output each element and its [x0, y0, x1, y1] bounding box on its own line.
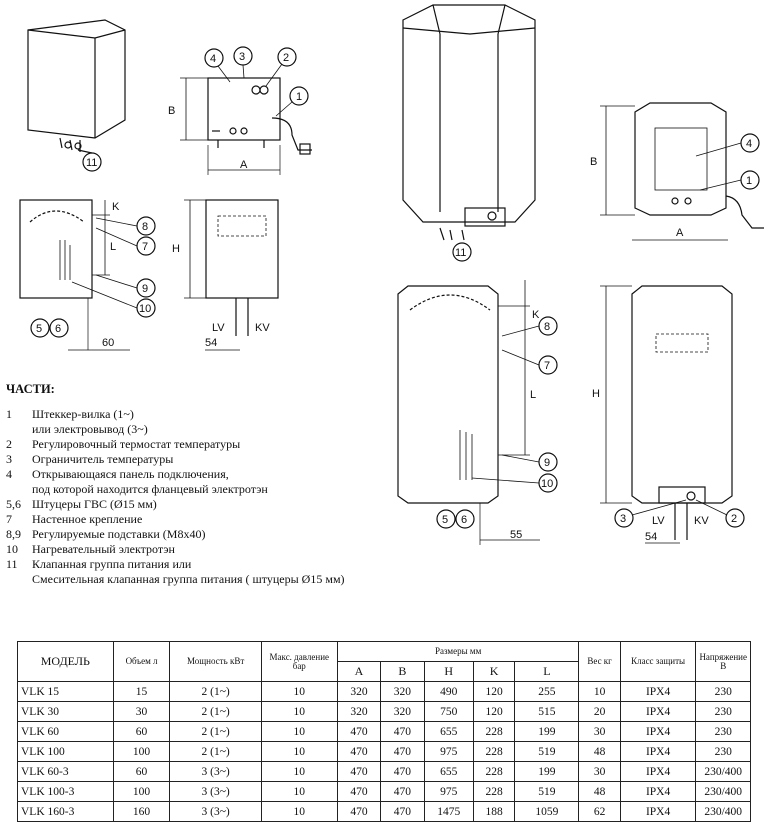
parts-item-text: Ограничитель температуры [32, 452, 174, 466]
parts-item-text: Открывающаяся панель подключения, [32, 467, 229, 481]
parts-item [6, 437, 466, 452]
dim-55-label: 55 [510, 529, 523, 541]
table-cell: 470 [381, 762, 424, 782]
table-cell: 15 [113, 682, 170, 702]
table-cell: 470 [337, 762, 380, 782]
table-row [18, 782, 751, 802]
parts-item-num: 5,6 [6, 497, 21, 511]
table-cell: 2 (1~) [170, 702, 261, 722]
parts-heading: ЧАСТИ: [6, 382, 55, 396]
parts-item [6, 452, 466, 467]
parts-item [6, 542, 466, 557]
table-row [18, 702, 751, 722]
table-cell: 60 [113, 762, 170, 782]
large-heater-3d-view [403, 5, 535, 261]
table-cell: 519 [515, 782, 579, 802]
table-cell: 470 [337, 742, 380, 762]
dim-l-label: L [110, 241, 117, 253]
parts-item-text: Клапанная группа питания или [32, 557, 192, 571]
callout-8b-label: 8 [544, 321, 551, 333]
parts-item-num [6, 422, 32, 437]
parts-item [6, 422, 466, 437]
table-cell: VLK 60 [18, 722, 114, 742]
parts-item-text: Штуцеры ГВС (Ø15 мм) [32, 497, 157, 511]
table-cell: 48 [579, 742, 620, 762]
table-cell: 1475 [424, 802, 473, 822]
parts-item-text: Регулируемые подставки (M8x40) [32, 527, 206, 541]
table-cell: 470 [337, 782, 380, 802]
table-cell: 320 [381, 702, 424, 722]
table-cell: 10 [579, 682, 620, 702]
table-row [18, 762, 751, 782]
spec-header-row [18, 642, 751, 662]
table-cell: 470 [381, 742, 424, 762]
dim-lv2-label: LV [652, 515, 665, 527]
table-cell: IPX4 [620, 742, 696, 762]
table-cell: VLK 60-3 [18, 762, 114, 782]
table-cell: IPX4 [620, 682, 696, 702]
parts-item-num [6, 572, 32, 587]
parts-item [6, 497, 466, 512]
col-l: L [515, 662, 579, 682]
callout-5b-label: 5 [442, 514, 449, 526]
table-cell: 975 [424, 742, 473, 762]
col-b: B [381, 662, 424, 682]
large-heater-bottom-view [600, 103, 764, 240]
table-cell: 10 [261, 722, 337, 742]
callout-9b-label: 9 [544, 457, 551, 469]
table-cell: VLK 100 [18, 742, 114, 762]
parts-item-num [6, 482, 32, 497]
parts-item-text: Регулировочный термостат температуры [32, 437, 241, 451]
parts-item [6, 572, 466, 587]
dim-a2-label: A [676, 227, 684, 239]
dim-60-label: 60 [102, 337, 115, 349]
col-power: Мощность кВт [170, 642, 261, 682]
callout-1-label: 1 [296, 91, 303, 103]
parts-item-num: 8,9 [6, 527, 21, 541]
table-cell: 230/400 [696, 802, 751, 822]
callout-4-label: 4 [210, 53, 217, 65]
table-cell: 750 [424, 702, 473, 722]
table-cell: 975 [424, 782, 473, 802]
dim-k2-label: K [532, 309, 540, 321]
table-cell: 62 [579, 802, 620, 822]
table-cell: 228 [473, 722, 515, 742]
col-pressure: Макс. давление бар [261, 642, 337, 682]
table-cell: VLK 160-3 [18, 802, 114, 822]
table-cell: 199 [515, 762, 579, 782]
table-cell: 470 [381, 802, 424, 822]
table-cell: 188 [473, 802, 515, 822]
callout-5-label: 5 [36, 323, 43, 335]
parts-item-num: 3 [6, 452, 12, 466]
table-cell: 228 [473, 782, 515, 802]
table-cell: VLK 100-3 [18, 782, 114, 802]
col-voltage: Напряжение В [696, 642, 751, 682]
callout-11-label: 11 [86, 157, 98, 169]
table-cell: 10 [261, 782, 337, 802]
callout-3-label: 3 [239, 51, 246, 63]
parts-item-num: 4 [6, 467, 12, 481]
table-cell: 30 [113, 702, 170, 722]
dim-b2-label: B [590, 156, 598, 168]
table-cell: 2 (1~) [170, 742, 261, 762]
table-cell: 10 [261, 762, 337, 782]
table-cell: IPX4 [620, 782, 696, 802]
dim-54b-label: 54 [645, 531, 658, 543]
table-cell: 10 [261, 802, 337, 822]
table-cell: IPX4 [620, 722, 696, 742]
table-cell: 519 [515, 742, 579, 762]
spec-table-body [18, 682, 751, 822]
dim-k-label: K [112, 201, 120, 213]
table-cell: 2 (1~) [170, 682, 261, 702]
large-heater-front-view [600, 286, 744, 543]
dim-a-label: A [240, 159, 248, 171]
callout-10b-label: 10 [541, 478, 554, 490]
table-cell: 20 [579, 702, 620, 722]
table-row [18, 802, 751, 822]
table-cell: 60 [113, 722, 170, 742]
table-cell: VLK 15 [18, 682, 114, 702]
table-cell: 120 [473, 682, 515, 702]
table-cell: 48 [579, 782, 620, 802]
table-cell: 470 [337, 722, 380, 742]
table-cell: 10 [261, 702, 337, 722]
callout-4b-label: 4 [746, 138, 753, 150]
table-cell: 2 (1~) [170, 722, 261, 742]
table-cell: 320 [337, 702, 380, 722]
parts-item-num: 7 [6, 512, 12, 526]
table-cell: 230 [696, 682, 751, 702]
dim-b-label: B [168, 105, 176, 117]
parts-item [6, 557, 466, 572]
table-row [18, 722, 751, 742]
table-cell: 228 [473, 742, 515, 762]
table-cell: IPX4 [620, 702, 696, 722]
col-dims: Размеры мм [337, 642, 579, 662]
parts-item-text: под которой находится фланцевый электротэн [32, 482, 268, 496]
table-cell: 230/400 [696, 762, 751, 782]
callout-2-label: 2 [283, 52, 290, 64]
callout-2b-label: 2 [731, 513, 738, 525]
parts-item [6, 527, 466, 542]
table-cell: 3 (3~) [170, 782, 261, 802]
parts-item-text: Настенное крепление [32, 512, 143, 526]
small-heater-3d-view [28, 20, 125, 171]
table-cell: VLK 30 [18, 702, 114, 722]
dim-lv-label: LV [212, 322, 225, 334]
col-k: K [473, 662, 515, 682]
callout-3b-label: 3 [620, 513, 627, 525]
col-protection: Класс защиты [620, 642, 696, 682]
parts-list [6, 382, 466, 587]
table-cell: 160 [113, 802, 170, 822]
small-heater-bottom-view [180, 47, 312, 175]
table-cell: 255 [515, 682, 579, 702]
callout-1b-label: 1 [746, 175, 753, 187]
table-cell: 100 [113, 742, 170, 762]
parts-item-num: 11 [6, 557, 18, 571]
callout-7-label: 7 [142, 241, 149, 253]
table-cell: 470 [381, 782, 424, 802]
parts-item-num: 10 [6, 542, 18, 556]
table-cell: 655 [424, 722, 473, 742]
table-cell: 1059 [515, 802, 579, 822]
parts-item [6, 407, 466, 422]
table-cell: 230 [696, 702, 751, 722]
callout-9-label: 9 [142, 283, 149, 295]
parts-item-num: 1 [6, 407, 12, 421]
table-cell: 515 [515, 702, 579, 722]
col-volume: Объем л [113, 642, 170, 682]
table-cell: 100 [113, 782, 170, 802]
callout-8-label: 8 [142, 221, 149, 233]
table-cell: 30 [579, 762, 620, 782]
parts-item [6, 467, 466, 482]
parts-item [6, 482, 466, 497]
table-cell: 320 [337, 682, 380, 702]
table-cell: 228 [473, 762, 515, 782]
table-row [18, 742, 751, 762]
dim-54-label: 54 [205, 337, 218, 349]
table-cell: 470 [337, 802, 380, 822]
table-cell: 655 [424, 762, 473, 782]
table-cell: 320 [381, 682, 424, 702]
col-weight: Вес кг [579, 642, 620, 682]
table-cell: 230/400 [696, 782, 751, 802]
table-cell: 230 [696, 722, 751, 742]
table-cell: 10 [261, 742, 337, 762]
table-cell: 10 [261, 682, 337, 702]
table-cell: IPX4 [620, 762, 696, 782]
table-cell: IPX4 [620, 802, 696, 822]
dim-h2-label: H [592, 388, 600, 400]
parts-item-text: Нагревательный электротэн [32, 542, 175, 556]
callout-7b-label: 7 [544, 360, 551, 372]
col-model: МОДЕЛЬ [18, 642, 114, 682]
parts-item-text: Смесительная клапанная группа питания ( штуцеры Ø15 мм) [32, 572, 345, 586]
table-cell: 3 (3~) [170, 762, 261, 782]
col-h: H [424, 662, 473, 682]
callout-6-label: 6 [55, 323, 62, 335]
table-row [18, 682, 751, 702]
callout-11b-label: 11 [455, 247, 467, 259]
table-cell: 120 [473, 702, 515, 722]
table-cell: 199 [515, 722, 579, 742]
table-cell: 3 (3~) [170, 802, 261, 822]
parts-item-text: или электровывод (3~) [32, 422, 148, 436]
col-a: A [337, 662, 380, 682]
callout-10-label: 10 [139, 303, 152, 315]
parts-item-num: 2 [6, 437, 12, 451]
dim-l2-label: L [530, 389, 537, 401]
table-cell: 490 [424, 682, 473, 702]
table-cell: 30 [579, 722, 620, 742]
dim-kv2-label: KV [694, 515, 709, 527]
parts-item-text: Штеккер-вилка (1~) [32, 407, 134, 421]
dim-h-label: H [172, 243, 180, 255]
table-cell: 230 [696, 742, 751, 762]
spec-table [17, 641, 751, 822]
callout-6b-label: 6 [461, 514, 468, 526]
dim-kv-label: KV [255, 322, 270, 334]
parts-item [6, 512, 466, 527]
table-cell: 470 [381, 722, 424, 742]
